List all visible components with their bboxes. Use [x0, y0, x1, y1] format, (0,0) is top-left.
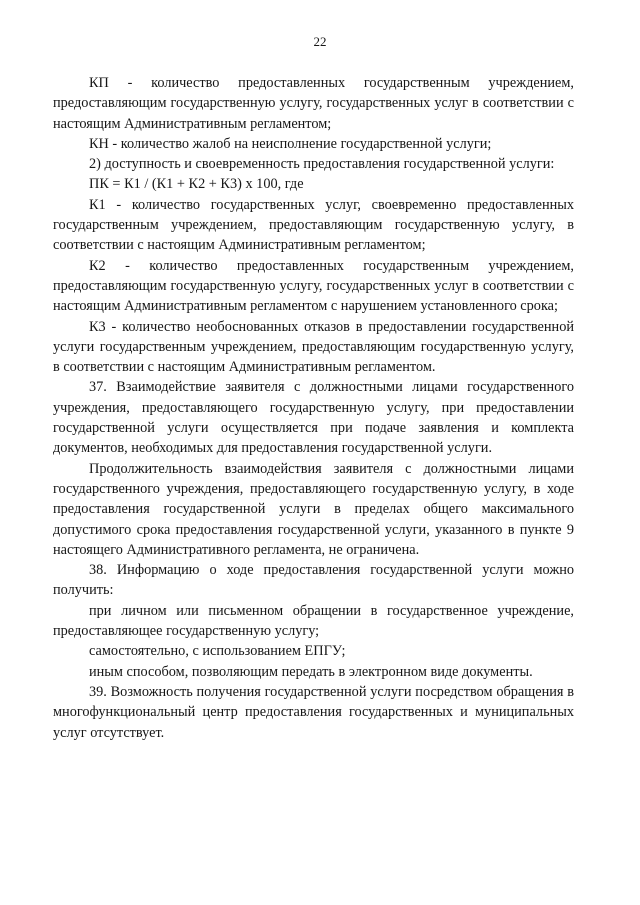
paragraph-pk-formula: ПК = К1 / (К1 + К2 + К3) х 100, где	[89, 176, 304, 193]
paragraph-k3-definition: К3 - количество необоснованных отказов в предоставлении государственной услуги государственным учреждением, предоставляющим государственную услугу, в соответствии с настоящим Административным регламентом.	[53, 318, 574, 376]
paragraph-k2-definition: К2 - количество предоставленных государственным учреждением, предоставляющим государственную услугу, государственных услуг в соответствии с настоящим Административным регламентом с нарушением установленного срока;	[53, 257, 574, 315]
page-number: 22	[313, 34, 327, 49]
paragraph-kp-definition: КП - количество предоставленных государственным учреждением, предоставляющим государственную услугу, государственных услуг в соответствии с настоящим Административным регламентом;	[53, 75, 574, 132]
paragraph-electronic-method: иным способом, позволяющим передать в электронном виде документы.	[89, 663, 533, 680]
paragraph-availability-heading: 2) доступность и своевременность предоставления государственной услуги:	[89, 156, 555, 173]
paragraph-section-38: 38. Информацию о ходе предоставления государственной услуги можно получить:	[53, 562, 574, 599]
paragraph-kn-definition: КН - количество жалоб на неисполнение государственной услуги;	[89, 135, 492, 152]
paragraph-section-37: 37. Взаимодействие заявителя с должностными лицами государственного учреждения, предоставляющего государственную услугу, при предоставлении государственной услуги осуществляется при подаче заявления и комплекта документов, необходимых для предоставления государственной услуги.	[53, 379, 574, 457]
paragraph-interaction-duration: Продолжительность взаимодействия заявителя с должностными лицами государственного учреждения, предоставляющего государственную услугу, в ходе предоставления государственной услуги в пределах общего максимального допустимого срока предоставления государственной услуги, указанного в пункте 9 настоящего Административного регламента, не ограничена.	[53, 460, 574, 558]
paragraph-epgu: самостоятельно, с использованием ЕПГУ;	[89, 643, 346, 660]
paragraph-section-39: 39. Возможность получения государственной услуги посредством обращения в многофункциональный центр предоставления государственных и муниципальных услуг отсутствует.	[53, 683, 574, 741]
paragraph-k1-definition: К1 - количество государственных услуг, своевременно предоставленных государственным учреждением, предоставляющим государственную услугу, в соответствии с настоящим Административным регламентом;	[53, 196, 574, 254]
paragraph-personal-request: при личном или письменном обращении в государственное учреждение, предоставляющее государственную услугу;	[53, 602, 574, 640]
document-body	[53, 73, 574, 743]
